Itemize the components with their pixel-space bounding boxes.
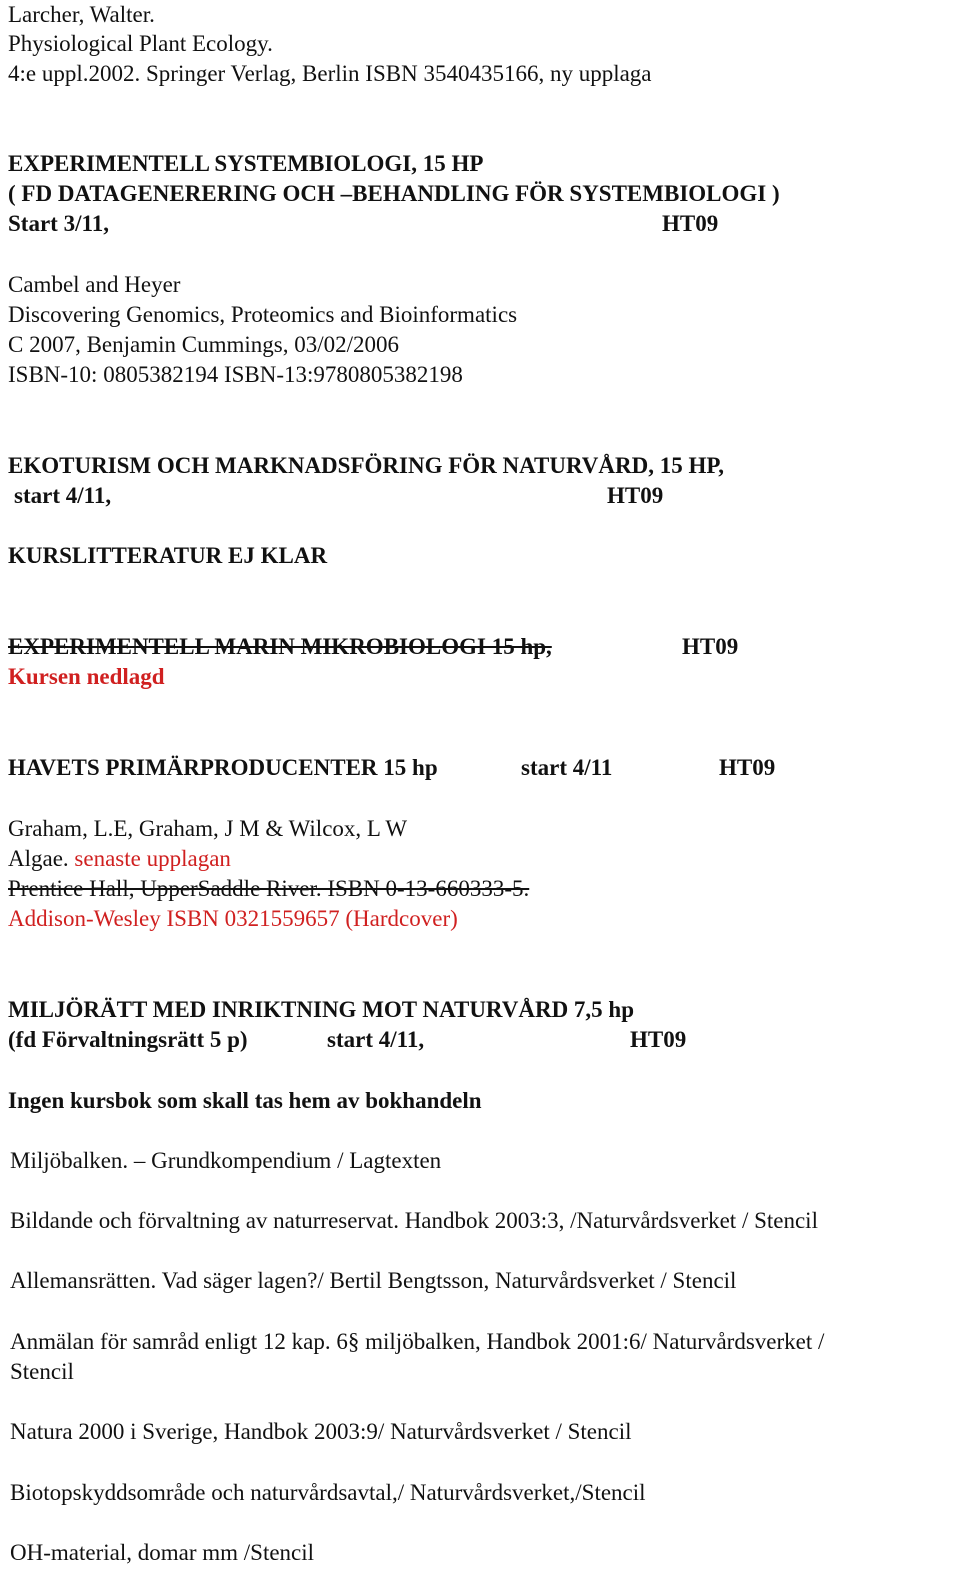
book-title: Algae. bbox=[8, 846, 69, 871]
course-heading-systembiologi: EXPERIMENTELL SYSTEMBIOLOGI, 15 HP bbox=[8, 151, 484, 176]
new-publisher: Addison-Wesley ISBN 0321559657 (Hardcover) bbox=[8, 906, 458, 931]
course-term-ekoturism: HT09 bbox=[607, 483, 664, 508]
old-publisher: Prentice Hall, UpperSaddle River. ISBN 0-13-660333-5. bbox=[8, 876, 530, 901]
course-start-systembiologi: Start 3/11, bbox=[8, 211, 109, 236]
book-isbn: ISBN-10: 0805382194 ISBN-13:9780805382198 bbox=[8, 362, 463, 387]
course-subheading-systembiologi: ( FD DATAGENERERING OCH –BEHANDLING FÖR SYSTEMBIOLOGI ) bbox=[8, 181, 780, 206]
literature-item-continued: Stencil bbox=[10, 1359, 74, 1384]
literature-item: Allemansrätten. Vad säger lagen?/ Bertil Bengtsson, Naturvårdsverket / Stencil bbox=[10, 1268, 737, 1293]
course-term-marin: HT09 bbox=[682, 634, 739, 659]
course-start-miljoratt: start 4/11, bbox=[327, 1027, 425, 1052]
no-coursebook-note: Ingen kursbok som skall tas hem av bokhandeln bbox=[8, 1088, 482, 1113]
book-author: Cambel and Heyer bbox=[8, 272, 181, 297]
literature-note: KURSLITTERATUR EJ KLAR bbox=[8, 543, 328, 568]
book-title-line bbox=[8, 844, 231, 874]
book-title: Physiological Plant Ecology. bbox=[8, 31, 273, 56]
literature-item: Anmälan för samråd enligt 12 kap. 6§ miljöbalken, Handbok 2001:6/ Naturvårdsverket / bbox=[10, 1329, 825, 1354]
course-start-havets: start 4/11 bbox=[521, 755, 613, 780]
course-cancelled-note: Kursen nedlagd bbox=[8, 664, 165, 689]
literature-item: Miljöbalken. – Grundkompendium / Lagtexten bbox=[10, 1148, 442, 1173]
book-title: Discovering Genomics, Proteomics and Bioinformatics bbox=[8, 302, 518, 327]
course-heading-marin: EXPERIMENTELL MARIN MIKROBIOLOGI 15 hp, bbox=[8, 634, 552, 659]
course-heading-ekoturism: EKOTURISM OCH MARKNADSFÖRING FÖR NATURVÅRD, 15 HP, bbox=[8, 453, 725, 478]
course-term-systembiologi: HT09 bbox=[662, 211, 719, 236]
literature-item: Natura 2000 i Sverige, Handbok 2003:9/ Naturvårdsverket / Stencil bbox=[10, 1419, 632, 1444]
book-authors: Graham, L.E, Graham, J M & Wilcox, L W bbox=[8, 816, 408, 841]
author-line: Larcher, Walter. bbox=[8, 2, 155, 27]
course-term-havets: HT09 bbox=[719, 755, 776, 780]
book-publisher: C 2007, Benjamin Cummings, 03/02/2006 bbox=[8, 332, 400, 357]
edition-line: 4:e uppl.2002. Springer Verlag, Berlin ISBN 3540435166, ny upplaga bbox=[8, 61, 652, 86]
literature-item: Biotopskyddsområde och naturvårdsavtal,/ Naturvårdsverket,/Stencil bbox=[10, 1480, 646, 1505]
literature-item: Bildande och förvaltning av naturreservat. Handbok 2003:3, /Naturvårdsverket / Stencil bbox=[10, 1208, 818, 1233]
edition-note: senaste upplagan bbox=[74, 846, 231, 871]
literature-item: OH-material, domar mm /Stencil bbox=[10, 1540, 315, 1565]
course-start-ekoturism: start 4/11, bbox=[14, 483, 112, 508]
course-term-miljoratt: HT09 bbox=[630, 1027, 687, 1052]
course-heading-havets: HAVETS PRIMÄRPRODUCENTER 15 hp bbox=[8, 755, 438, 780]
course-heading-miljoratt: MILJÖRÄTT MED INRIKTNING MOT NATURVÅRD 7,5 hp bbox=[8, 997, 635, 1022]
course-subheading-miljoratt: (fd Förvaltningsrätt 5 p) bbox=[8, 1027, 248, 1052]
